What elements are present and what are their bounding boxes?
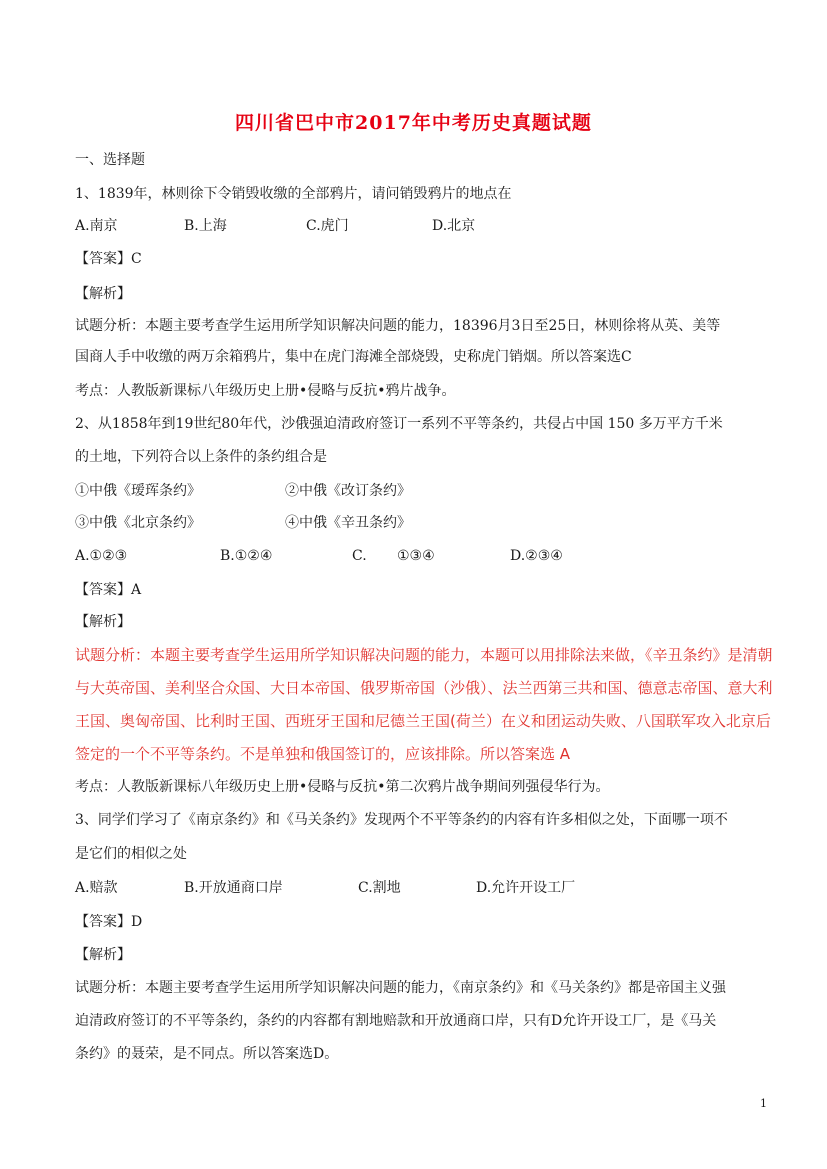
q2-point: 考点：人教版新课标八年级历史上册•侵略与反抗•第二次鸦片战争期间列强侵华行为。 <box>75 779 610 795</box>
q2-answer: 【答案】A <box>75 582 142 598</box>
q2-option-a: A.①②③ <box>75 548 128 564</box>
q3-analysis-line: 条约》的聂荣，是不同点。所以答案选D。 <box>75 1046 339 1062</box>
q2-option-c: C. <box>352 548 367 564</box>
q1-analysis-heading: 【解析】 <box>75 286 131 302</box>
q2-item-1: ①中俄《瑷珲条约》 <box>75 483 201 499</box>
q2-option-b: B.①②④ <box>220 548 273 564</box>
q1-analysis-line: 国商人手中收缴的两万余箱鸦片，集中在虎门海滩全部烧毁，史称虎门销烟。所以答案选C <box>75 349 632 365</box>
q2-analysis-line: 王国、奥匈帝国、比利时王国、西班牙王国和尼德兰王国(荷兰）在义和团运动失败、八国联军攻入北京后 <box>75 712 771 730</box>
q2-analysis-line: 试题分析：本题主要考查学生运用所学知识解决问题的能力，本题可以用排除法来做，《辛丑条约》是清朝 <box>75 646 773 664</box>
q3-option-c: C.割地 <box>358 880 401 896</box>
q1-analysis-line: 试题分析：本题主要考查学生运用所学知识解决问题的能力，18396月3日至25日，林则徐将从英、美等 <box>75 318 721 334</box>
q2-item-3: ③中俄《北京条约》 <box>75 515 201 531</box>
q3-option-b: B.开放通商口岸 <box>184 880 283 896</box>
q1-option-a: A.南京 <box>75 218 118 234</box>
q1-answer: 【答案】C <box>75 251 142 267</box>
q2-option-d: D.②③④ <box>510 548 563 564</box>
q2-analysis-heading: 【解析】 <box>75 614 131 630</box>
q1-point: 考点：人教版新课标八年级历史上册•侵略与反抗•鸦片战争。 <box>75 383 456 399</box>
q2-analysis-line: 与大英帝国、美利坚合众国、大日本帝国、俄罗斯帝国（沙俄）、法兰西第三共和国、德意志帝国、意大利 <box>75 679 773 697</box>
q3-analysis-line: 试题分析：本题主要考查学生运用所学知识解决问题的能力，《南京条约》和《马关条约》都是帝国主义强 <box>75 980 726 996</box>
section-heading: 一、选择题 <box>75 152 145 168</box>
q2-item-4: ④中俄《辛丑条约》 <box>285 515 411 531</box>
q3-answer: 【答案】D <box>75 914 143 930</box>
page-number: 1 <box>760 1097 767 1110</box>
q2-analysis-line: 签定的一个不平等条约。不是单独和俄国签订的，应该排除。所以答案选 A <box>75 745 571 763</box>
q1-option-b: B.上海 <box>184 218 227 234</box>
q2-option-c-value: ①③④ <box>397 548 435 564</box>
q3-option-a: A.赔款 <box>75 880 118 896</box>
q1-stem: 1、1839年，林则徐下令销毁收缴的全部鸦片，请问销毁鸦片的地点在 <box>75 186 512 202</box>
q1-option-c: C.虎门 <box>306 218 349 234</box>
q3-analysis-line: 迫清政府签订的不平等条约，条约的内容都有割地赔款和开放通商口岸，只有D允许开设工厂，是《马关 <box>75 1013 717 1029</box>
q3-analysis-heading: 【解析】 <box>75 947 131 963</box>
q3-stem-line: 3、同学们学习了《南京条约》和《马关条约》发现两个不平等条约的内容有许多相似之处，下面哪一项不 <box>75 812 728 828</box>
q2-stem-line: 的土地，下列符合以上条件的条约组合是 <box>75 449 327 465</box>
q1-option-d: D.北京 <box>432 218 476 234</box>
q3-stem-line: 是它们的相似之处 <box>75 846 187 862</box>
q3-option-d: D.允许开设工厂 <box>476 880 576 896</box>
q2-stem-line: 2、从1858年到19世纪80年代，沙俄强迫清政府签订一系列不平等条约，共侵占中国 150 多万平方千米 <box>75 416 723 432</box>
q2-item-2: ②中俄《改订条约》 <box>285 483 411 499</box>
page-title: 四川省巴中市2017年中考历史真题试题 <box>235 112 592 134</box>
